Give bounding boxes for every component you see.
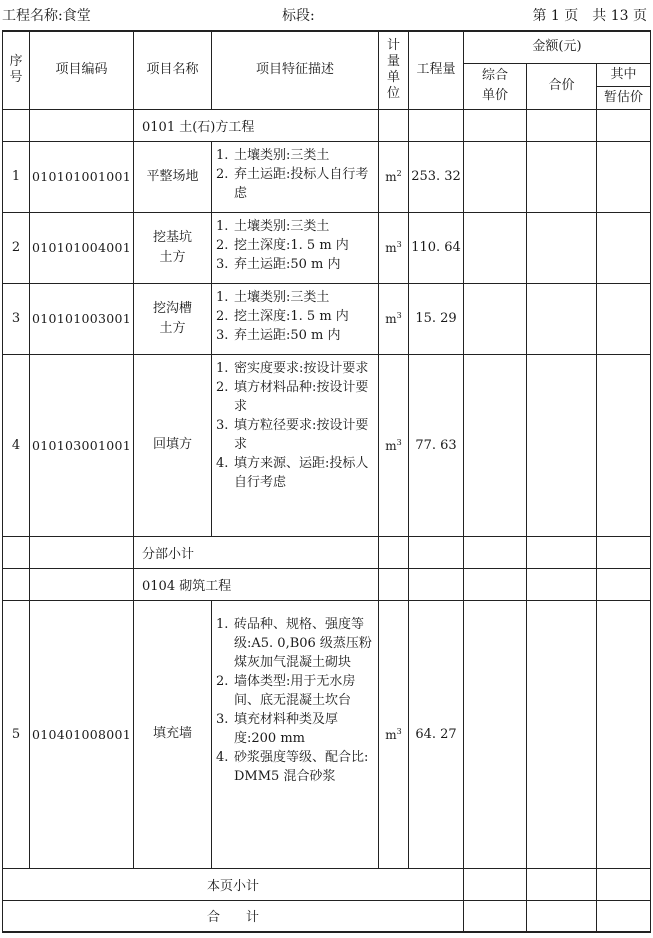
col-header-seq: 序号: [3, 31, 30, 109]
desc-item-text: 土壤类别:三类土: [234, 218, 330, 234]
project-name: 工程名称:食堂: [2, 8, 91, 24]
desc-item: [216, 378, 372, 416]
table-row: [3, 141, 651, 212]
table-row: [3, 212, 651, 283]
row-seq: 4: [3, 354, 30, 536]
desc-item-number: 3.: [216, 327, 229, 343]
desc-item-text: 填方粒径要求:按设计要求: [234, 417, 369, 452]
desc-item-text: 墙体类型:用于无水房间、底无混凝土坎台: [234, 673, 356, 708]
table-row: [3, 283, 651, 354]
desc-item: [216, 326, 372, 345]
desc-item: [216, 454, 372, 492]
desc-item: [216, 288, 372, 307]
desc-item-number: 2.: [216, 308, 229, 324]
col-header-unit: 计量单位: [379, 31, 409, 109]
section-label: 标段:: [282, 8, 315, 24]
desc-item-text: 填充材料种类及厚度:200 mm: [234, 711, 339, 746]
row-qty: 64. 27: [409, 600, 464, 868]
grand-total-row: [3, 900, 651, 932]
desc-item-text: 土壤类别:三类土: [234, 289, 330, 305]
row-code: 010101004001: [30, 212, 134, 283]
desc-item-number: 1.: [216, 360, 229, 376]
desc-item: [216, 236, 372, 255]
row-qty: 253. 32: [409, 141, 464, 212]
row-name: 填充墙: [134, 600, 212, 868]
desc-item-text: 砖品种、规格、强度等级:A5. 0,B06 级蒸压粉煤灰加气混凝土砌块: [234, 616, 372, 670]
col-header-provisional: 暂估价: [597, 86, 651, 109]
col-header-total: 合价: [527, 63, 597, 109]
desc-item-text: 填方材料品种:按设计要求: [234, 379, 369, 414]
section-subtotal-label: 分部小计: [134, 536, 379, 568]
row-desc: [212, 600, 379, 868]
row-seq: 3: [3, 283, 30, 354]
row-seq: 5: [3, 600, 30, 868]
row-unit: $m^3$: [379, 354, 409, 536]
desc-item-text: 弃土运距:50 m 内: [234, 256, 341, 272]
section-title: 0101 土(石)方工程: [134, 109, 379, 141]
row-name: 回填方: [134, 354, 212, 536]
col-header-amount: 金额(元): [464, 31, 651, 63]
col-header-name: 项目名称: [134, 31, 212, 109]
row-name: 平整场地: [134, 141, 212, 212]
row-seq: 2: [3, 212, 30, 283]
desc-item: [216, 165, 372, 203]
row-code: 010101001001: [30, 141, 134, 212]
desc-item-number: 3.: [216, 256, 229, 272]
desc-item: [216, 359, 372, 378]
col-header-desc: 项目特征描述: [212, 31, 379, 109]
desc-item: [216, 416, 372, 454]
desc-item: [216, 146, 372, 165]
desc-item: [216, 307, 372, 326]
page-subtotal-row: [3, 868, 651, 900]
desc-item: [216, 255, 372, 274]
desc-item-text: 砂浆强度等级、配合比: DMM5 混合砂浆: [234, 749, 369, 784]
row-desc: [212, 283, 379, 354]
desc-item: [216, 710, 372, 748]
desc-item: [216, 672, 372, 710]
row-name: 挖沟槽土方: [134, 283, 212, 354]
row-unit: $m^2$: [379, 141, 409, 212]
desc-item-number: 2.: [216, 379, 229, 395]
row-qty: 15. 29: [409, 283, 464, 354]
desc-item-text: 挖土深度:1. 5 m 内: [234, 308, 349, 324]
page-subtotal-label: 本页小计: [3, 868, 464, 900]
row-desc: [212, 141, 379, 212]
row-seq: 1: [3, 141, 30, 212]
desc-item-number: 1.: [216, 616, 229, 632]
grand-total-label: 合 计: [3, 900, 464, 932]
bill-of-quantities-table: [2, 30, 651, 933]
desc-item-number: 1.: [216, 289, 229, 305]
row-unit: $m^3$: [379, 283, 409, 354]
row-name: 挖基坑土方: [134, 212, 212, 283]
desc-item-number: 4.: [216, 455, 229, 471]
desc-item-number: 2.: [216, 237, 229, 253]
desc-item: [216, 615, 372, 672]
desc-item-number: 1.: [216, 147, 229, 163]
row-unit: $m^3$: [379, 600, 409, 868]
col-header-code: 项目编码: [30, 31, 134, 109]
desc-item-number: 4.: [216, 749, 229, 765]
col-header-qty: 工程量: [409, 31, 464, 109]
row-desc: [212, 354, 379, 536]
section-row: [3, 109, 651, 141]
desc-item-text: 密实度要求:按设计要求: [234, 360, 369, 376]
row-qty: 110. 64: [409, 212, 464, 283]
desc-item-text: 弃土运距:50 m 内: [234, 327, 341, 343]
row-code: 010401008001: [30, 600, 134, 868]
table-row: [3, 354, 651, 536]
desc-item-number: 2.: [216, 673, 229, 689]
desc-item: [216, 217, 372, 236]
desc-item-text: 挖土深度:1. 5 m 内: [234, 237, 349, 253]
row-unit: $m^3$: [379, 212, 409, 283]
desc-item-text: 填方来源、运距:投标人自行考虑: [234, 455, 369, 490]
section-title: 0104 砌筑工程: [134, 568, 379, 600]
desc-item-number: 3.: [216, 417, 229, 433]
row-code: 010101003001: [30, 283, 134, 354]
desc-item-text: 弃土运距:投标人自行考虑: [234, 166, 369, 201]
desc-item-number: 1.: [216, 218, 229, 234]
row-qty: 77. 63: [409, 354, 464, 536]
desc-item-number: 2.: [216, 166, 229, 182]
row-code: 010103001001: [30, 354, 134, 536]
col-header-of-which: 其中: [597, 63, 651, 86]
table-row: [3, 600, 651, 868]
row-desc: [212, 212, 379, 283]
desc-item-number: 3.: [216, 711, 229, 727]
subtotal-row: [3, 536, 651, 568]
page-indicator: 第 1 页 共 13 页: [532, 8, 647, 24]
desc-item-text: 土壤类别:三类土: [234, 147, 330, 163]
col-header-unit-price: 综合单价: [464, 63, 527, 109]
section-row: [3, 568, 651, 600]
desc-item: [216, 748, 372, 786]
